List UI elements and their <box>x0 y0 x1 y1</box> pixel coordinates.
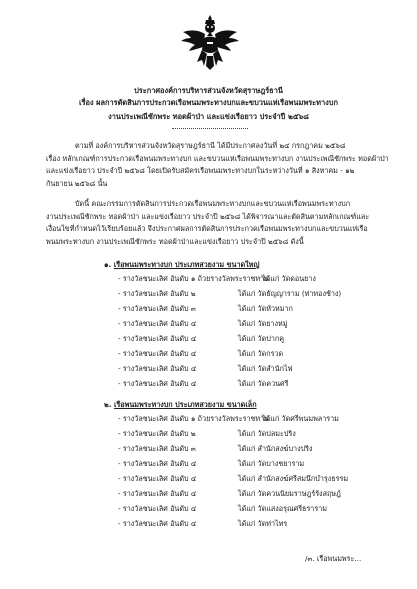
award-winner: ได้แก่ วัดหัวหมาก <box>238 304 293 313</box>
award-label: - รางวัลชนะเลิศ อันดับ ๔ <box>118 474 197 483</box>
continuation-note: /๓. เรือพนมพระ... <box>305 554 362 563</box>
intro-line: เรื่อง หลักเกณฑ์การประกวดเรือพนมพระทางบก และขบวนแห่เรือพนมพระทางบก งานประเพณีชักพระ ทอดผ้าป่า <box>46 154 389 163</box>
intro-line: และแข่งเรือยาว ประจำปี ๒๕๖๘ โดยเปิดรับสมัครเรือพนมพระทางบกในระหว่างวันที่ ๑ สิงหาคม - ๑๒ <box>46 166 355 175</box>
award-label: - รางวัลชนะเลิศ อันดับ ๔ <box>118 489 197 498</box>
award-winner: ได้แก่ วัดดอนยาง <box>262 274 316 283</box>
body-line: พนมพระทางบก งานประเพณีชักพระ ทอดผ้าป่าและแข่งเรือยาว ประจำปี ๒๕๖๘ ดังนี้ <box>46 237 304 246</box>
intro-line: กันยายน ๒๕๖๘ นั้น <box>46 179 108 188</box>
intro-line: ตามที่ องค์การบริหารส่วนจังหวัดสุราษฎร์ธานี ได้มีประกาศลงวันที่ ๒๔ กรกฎาคม ๒๕๖๘ <box>75 141 346 150</box>
award-winner: ได้แก่ วัดยางหมู่ <box>238 319 288 328</box>
award-winner: ได้แก่ สำนักสงฆ์บางปริง <box>238 444 313 453</box>
award-winner: ได้แก่ วัดศรีพนมพลาราม <box>262 414 339 423</box>
award-winner: ได้แก่ วัดธัญญาราม (ท่าทองช้าง) <box>238 289 342 298</box>
doc-subject-cont: งานประเพณีชักพระ ทอดผ้าป่า และแข่งเรือยาว ประจำปี ๒๕๖๘ <box>108 112 309 121</box>
doc-heading: ประกาศองค์การบริหารส่วนจังหวัดสุราษฎร์ธานี <box>134 86 283 95</box>
header-divider <box>172 128 248 129</box>
award-winner: ได้แก่ วัดปลมะปริง <box>238 429 296 438</box>
award-winner: ได้แก่ สำนักสงฆ์ศรีสมนึกบำรุงธรรม <box>238 474 349 483</box>
award-label: - รางวัลชนะเลิศ อันดับ ๑ ถ้วยรางวัลพระราชทาน <box>118 274 270 283</box>
section2-title: ๒. เรือพนมพระทางบก ประเภทสวยงาม ขนาดเล็ก <box>104 400 257 409</box>
award-label: - รางวัลชนะเลิศ อันดับ ๔ <box>118 334 197 343</box>
award-winner: ได้แก่ วัดควนศรี <box>238 379 289 388</box>
award-winner: ได้แก่ วัดแสงอรุณศรีธราราม <box>238 504 327 513</box>
award-label: - รางวัลชนะเลิศ อันดับ ๔ <box>118 364 197 373</box>
body-line: บัดนี้ คณะกรรมการตัดสินการประกวดเรือพนมพระทางบกและขบวนแห่เรือพนมพระทางบก <box>75 199 351 208</box>
award-label: - รางวัลชนะเลิศ อันดับ ๒ <box>118 289 196 298</box>
body-line: งานประเพณีชักพระ ทอดผ้าป่า และแข่งเรือยาว ประจำปี ๒๕๖๘ ได้พิจารณาและตัดสินตามหลักเกณฑ์และ <box>46 212 370 221</box>
award-label: - รางวัลชนะเลิศ อันดับ ๔ <box>118 349 197 358</box>
award-label: - รางวัลชนะเลิศ อันดับ ๓ <box>118 444 196 453</box>
award-label: - รางวัลชนะเลิศ อันดับ ๒ <box>118 429 196 438</box>
award-winner: ได้แก่ วัดท่าไทร <box>238 519 288 528</box>
award-winner: ได้แก่ วัดปากคู <box>238 334 285 343</box>
award-winner: ได้แก่ วัดควนนิยมราษฎร์รังสฤษฎ์ <box>238 489 341 498</box>
award-label: - รางวัลชนะเลิศ อันดับ ๔ <box>118 504 197 513</box>
award-winner: ได้แก่ วัดสำนักไฟ <box>238 364 293 373</box>
award-label: - รางวัลชนะเลิศ อันดับ ๑ ถ้วยรางวัลพระราชทาน <box>118 414 270 423</box>
garuda-emblem-icon <box>180 12 240 74</box>
doc-subject: เรื่อง ผลการตัดสินการประกวดเรือพนมพระทางบกและขบวนแห่เรือพนมพระทางบก <box>79 98 338 107</box>
award-label: - รางวัลชนะเลิศ อันดับ ๔ <box>118 519 197 528</box>
section1-title: ๑. เรือพนมพระทางบก ประเภทสวยงาม ขนาดใหญ่ <box>104 260 260 269</box>
award-winner: ได้แก่ วัดบางชยาราม <box>238 459 305 468</box>
award-winner: ได้แก่ วัดกรวด <box>238 349 284 358</box>
award-label: - รางวัลชนะเลิศ อันดับ ๓ <box>118 304 196 313</box>
award-label: - รางวัลชนะเลิศ อันดับ ๔ <box>118 379 197 388</box>
award-label: - รางวัลชนะเลิศ อันดับ ๔ <box>118 319 197 328</box>
award-label: - รางวัลชนะเลิศ อันดับ ๔ <box>118 459 197 468</box>
body-line: เงื่อนไขที่กำหนดไว้เรียบร้อยแล้ว จึงประกาศผลการตัดสินการประกวดเรือพนมพระทางบกและขบวนแห่เรือ <box>46 224 368 233</box>
